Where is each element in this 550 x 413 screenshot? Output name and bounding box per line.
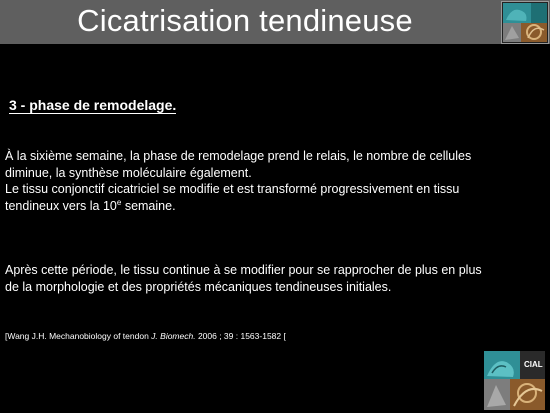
paragraph-after-period: [5, 262, 482, 295]
paragraph-line: [5, 198, 471, 215]
journal-name: J. Biomech.: [151, 331, 196, 341]
title-bar: [0, 0, 550, 44]
line-text: tendineux vers la 10: [5, 198, 117, 213]
paragraph-remodeling: [5, 148, 471, 214]
citation-reference: [5, 331, 286, 341]
line-text: semaine.: [121, 198, 176, 213]
section-heading: 3 - phase de remodelage.: [9, 97, 177, 113]
slide-title: Cicatrisation tendineuse: [77, 3, 413, 38]
citation-bracket: [: [283, 331, 286, 341]
cial-logo: [484, 351, 545, 410]
paragraph-line: diminue, la synthèse moléculaire également.: [5, 165, 252, 180]
citation-text: [Wang J.H. Mechanobiology of tendon: [5, 331, 152, 341]
cial-logo-small: [501, 1, 549, 44]
citation-text: 2006 ; 39 : 1563-1582: [195, 331, 284, 341]
paragraph-line: Après cette période, le tissu continue à se modifier pour se rapprocher de plus en plus: [5, 263, 482, 277]
paragraph-line: de la morphologie et des propriétés mécaniques tendineuses initiales.: [5, 279, 392, 294]
ordinal-superscript: e: [116, 197, 122, 207]
paragraph-line: Le tissu conjonctif cicatriciel se modifie et est transformé progressivement en tissu: [5, 182, 460, 196]
paragraph-line: À la sixième semaine, la phase de remodelage prend le relais, le nombre de cellules: [5, 149, 472, 163]
logo-label: CIAL: [524, 360, 543, 369]
